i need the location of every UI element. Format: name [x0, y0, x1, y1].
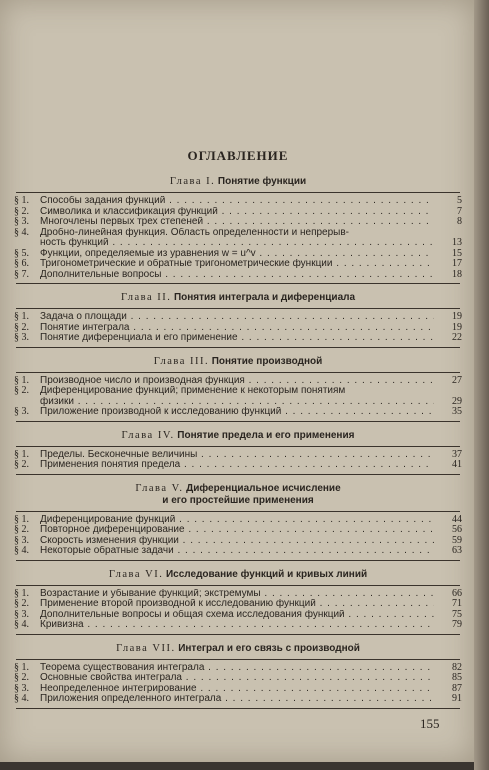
section-number: § 3.: [14, 406, 29, 417]
section-number: § 4.: [14, 619, 29, 630]
section-number: § 5.: [14, 247, 29, 259]
toc-title: ОГЛАВЛЕНИЕ: [187, 148, 289, 163]
section-title: Некоторые обратные задачи . . .: [40, 546, 434, 557]
section-title: Скорость изменения функции . . .: [40, 536, 434, 547]
divider: [16, 511, 460, 512]
toc-entry[interactable]: [14, 673, 462, 684]
toc-entry[interactable]: [14, 663, 462, 674]
chapter-heading: [14, 356, 462, 368]
divider: [16, 372, 460, 373]
section-title: Функции, определяемые из уравнения w = u^v . . .: [40, 249, 434, 260]
section-number: § 2.: [14, 672, 29, 683]
chapter-name: Интеграл и его связь с производной: [178, 642, 360, 654]
toc-entry[interactable]: [14, 249, 462, 260]
section-page: 8: [457, 216, 462, 227]
section-title: Символика и классификация функций . . .: [40, 207, 434, 218]
divider: [16, 634, 460, 635]
chapter-number: Глава III.: [153, 355, 210, 367]
section-title: ность функций . . .: [40, 238, 434, 249]
section-title: Неопределенное интегрирование . . .: [40, 684, 434, 695]
section-page: 75: [452, 608, 462, 620]
section-title: Пределы. Бесконечные величины . . .: [40, 450, 434, 461]
chapter-name: Понятия интеграла и диференциала: [173, 292, 356, 303]
section-title: Тригонометрические и обратные тригонометрические функции . . .: [40, 259, 434, 270]
section-page: 41: [452, 459, 462, 470]
toc-entry[interactable]: [14, 228, 462, 239]
section-title: Диференцирование функций; применение к некоторым понятиям: [40, 386, 346, 396]
toc-entry[interactable]: [14, 397, 462, 408]
toc-entry[interactable]: [14, 333, 462, 344]
chapter-name-continued: и его простейшие применения: [162, 494, 314, 506]
section-title: Приложения определенного интеграла . . .: [40, 694, 434, 705]
divider: [16, 421, 460, 422]
divider: [16, 308, 460, 309]
section-page: 56: [452, 524, 462, 535]
toc-entry[interactable]: [14, 196, 462, 207]
section-title: Повторное диференцирование . . .: [40, 525, 434, 536]
chapter-number: Глава VI.: [108, 568, 164, 580]
section-page: 13: [452, 237, 462, 248]
toc-entry[interactable]: [14, 386, 462, 397]
toc-entry[interactable]: [14, 376, 462, 387]
section-number: § 3.: [14, 608, 29, 620]
toc-entry[interactable]: [14, 207, 462, 218]
section-number: § 4.: [14, 226, 29, 238]
divider: [16, 560, 460, 561]
page-number: 155: [420, 716, 440, 731]
section-number: § 2.: [14, 385, 29, 396]
section-number: § 2.: [14, 459, 29, 470]
section-page: 79: [452, 619, 462, 630]
section-title: Понятие диференциала и его применение . . .: [40, 333, 434, 344]
section-number: § 3.: [14, 534, 29, 546]
divider: [16, 347, 460, 348]
chapter-number: Глава V.: [135, 482, 184, 494]
section-title: Дробно-линейная функция. Область определенности и непрерыв-: [40, 227, 349, 238]
chapter-heading: [14, 176, 462, 188]
toc-entry[interactable]: [14, 694, 462, 705]
section-title: Возрастание и убывание функций; экстремумы . . .: [40, 589, 434, 600]
section-number: § 6.: [14, 258, 29, 269]
section-page: 35: [452, 406, 462, 417]
section-title: Дополнительные вопросы . . .: [40, 270, 434, 281]
toc-entry[interactable]: [14, 610, 462, 621]
section-number: § 1.: [14, 374, 29, 386]
section-page: 37: [452, 448, 462, 460]
chapter-name: Диференциальное исчисление: [186, 482, 341, 494]
section-page: 63: [452, 545, 462, 556]
section-number: § 1.: [14, 448, 29, 460]
divider: [16, 708, 460, 709]
section-title: физики . . .: [40, 397, 434, 408]
section-number: § 3.: [14, 332, 29, 343]
section-number: § 1.: [14, 195, 29, 206]
toc-entry[interactable]: [14, 620, 462, 631]
section-page: 85: [452, 672, 462, 683]
section-page: 18: [452, 268, 462, 280]
toc-entry[interactable]: [14, 515, 462, 526]
toc-entry[interactable]: [14, 525, 462, 536]
toc-entry[interactable]: [14, 589, 462, 600]
section-number: § 4.: [14, 545, 29, 556]
chapter-list: [14, 176, 462, 709]
divider: [16, 659, 460, 660]
divider: [16, 474, 460, 475]
toc-entry[interactable]: [14, 536, 462, 547]
table-of-contents: [14, 148, 462, 712]
chapter-name: Понятие производной: [211, 355, 323, 367]
divider: [16, 283, 460, 284]
section-page: 82: [452, 661, 462, 673]
chapter-heading: [14, 569, 462, 581]
section-page: 22: [452, 332, 462, 343]
section-page: 5: [457, 195, 462, 206]
section-page: 66: [452, 587, 462, 599]
section-number: § 2.: [14, 598, 29, 609]
chapter-number: Глава I.: [169, 176, 216, 187]
toc-entry[interactable]: [14, 217, 462, 228]
section-title: Дополнительные вопросы и общая схема исследования функций . . .: [40, 610, 434, 621]
toc-entry[interactable]: [14, 684, 462, 695]
section-page: 19: [452, 321, 462, 333]
chapter-heading: [14, 483, 462, 507]
toc-entry[interactable]: [14, 270, 462, 281]
toc-entry[interactable]: [14, 323, 462, 334]
section-title: Применения понятия предела . . .: [40, 460, 434, 471]
section-page: 19: [452, 311, 462, 322]
section-page: 7: [457, 205, 462, 217]
section-number: § 4.: [14, 693, 29, 704]
chapter-heading: [14, 430, 462, 442]
section-page: 59: [452, 534, 462, 546]
section-title: Способы задания функций . . .: [40, 196, 434, 207]
section-title: Применение второй производной к исследованию функций . . .: [40, 599, 434, 610]
section-number: § 1.: [14, 513, 29, 525]
section-number: § 2.: [14, 321, 29, 333]
section-title: Кривизна . . .: [40, 620, 434, 631]
section-page: 87: [452, 682, 462, 694]
book-edge: [474, 0, 489, 770]
section-number: § 1.: [14, 311, 29, 322]
divider: [16, 585, 460, 586]
section-page: 29: [452, 395, 462, 407]
section-number: § 2.: [14, 524, 29, 535]
divider: [16, 192, 460, 193]
section-number: § 3.: [14, 682, 29, 694]
toc-entry[interactable]: [14, 407, 462, 418]
toc-entry[interactable]: [14, 460, 462, 471]
chapter-name: Исследование функций и кривых линий: [165, 568, 368, 580]
toc-entry[interactable]: [14, 599, 462, 610]
toc-entry[interactable]: [14, 450, 462, 461]
section-number: § 3.: [14, 216, 29, 227]
section-title: Приложение производной к исследованию функций . . .: [40, 407, 434, 418]
section-title: Производное число и производная функция . . .: [40, 376, 434, 387]
section-page: 17: [452, 258, 462, 269]
section-number: § 1.: [14, 661, 29, 673]
section-title: Основные свойства интеграла . . .: [40, 673, 434, 684]
section-page: 44: [452, 513, 462, 525]
section-title: Многочлены первых трех степеней . . .: [40, 217, 434, 228]
chapter-number: Глава VII.: [116, 642, 176, 654]
section-page: 15: [452, 247, 462, 259]
section-page: 71: [452, 598, 462, 609]
chapter-name: Понятие предела и его применения: [177, 429, 355, 441]
toc-entry[interactable]: [14, 238, 462, 249]
toc-entry[interactable]: [14, 312, 462, 323]
chapter-heading: [14, 643, 462, 655]
section-title: Теорема существования интеграла . . .: [40, 663, 434, 674]
section-page: 91: [452, 693, 462, 704]
section-page: 27: [452, 374, 462, 386]
chapter-number: Глава II.: [120, 292, 172, 303]
chapter-name: Понятие функции: [217, 176, 307, 187]
section-number: § 7.: [14, 268, 29, 280]
chapter-heading: [14, 292, 462, 304]
divider: [16, 446, 460, 447]
toc-entry[interactable]: [14, 259, 462, 270]
section-number: § 2.: [14, 205, 29, 217]
chapter-number: Глава IV.: [121, 429, 175, 441]
section-title: Задача о площади . . .: [40, 312, 434, 323]
section-title: Понятие интеграла . . .: [40, 323, 434, 334]
toc-entry[interactable]: [14, 546, 462, 557]
section-number: § 1.: [14, 587, 29, 599]
section-title: Диференцирование функций . . .: [40, 515, 434, 526]
